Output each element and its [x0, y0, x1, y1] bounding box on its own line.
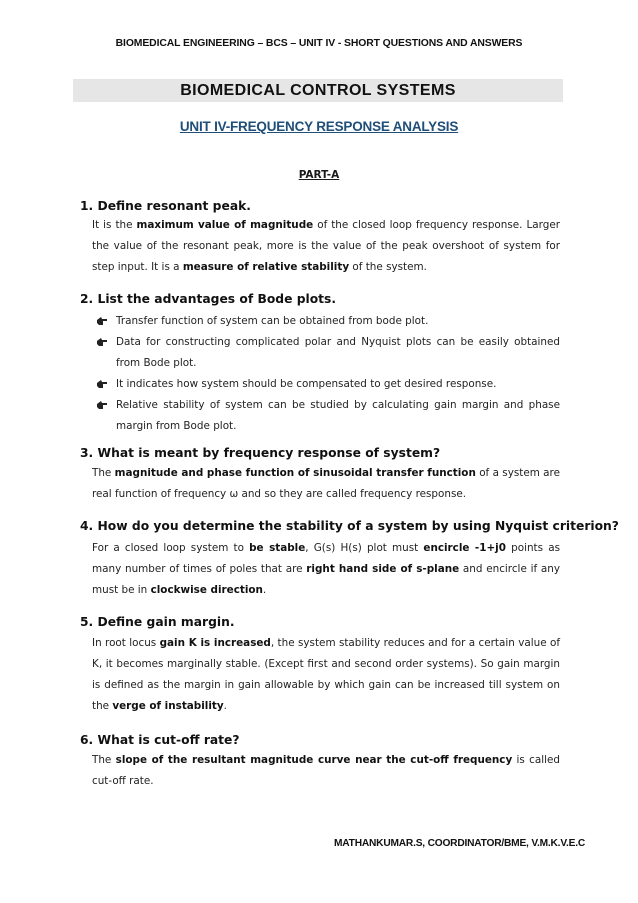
pointing-hand-icon [96, 400, 108, 411]
page-footer: MATHANKUMAR.S, COORDINATOR/BME, V.M.K.V.E.C [333, 838, 585, 849]
answer-4: For a closed loop system to be stable, G(s) H(s) plot must encircle -1+j0 points as many number of times of poles that are right hand side of s-plane and encircle if any must be in clockwise direction. [92, 542, 560, 596]
answer-3: The magnitude and phase function of sinusoidal transfer function of a system are real function of frequency ω and so they are called frequency response. [92, 467, 560, 500]
question-1: 1. Define resonant peak. [80, 199, 251, 213]
answer-6: The slope of the resultant magnitude curve near the cut-off frequency is called cut-off rate. [92, 754, 560, 787]
unit-title: UNIT IV-FREQUENCY RESPONSE ANALYSIS [179, 119, 459, 134]
part-heading: PART-A [298, 169, 340, 181]
answer-5: In root locus gain K is increased, the system stability reduces and for a certain value of K, it becomes marginally stable. (Except first and second order systems). So gain margin is defined as the margin in gain allowable by which gain can be increased till system on the verge of instability. [92, 637, 560, 712]
list-item: Data for constructing complicated polar and Nyquist plots can be easily obtained from Bode plot. [96, 332, 560, 374]
question-5: 5. Define gain margin. [80, 615, 235, 629]
question-4: 4. How do you determine the stability of a system by using Nyquist criterion? [80, 519, 619, 533]
advantages-list [96, 311, 560, 437]
pointing-hand-icon [96, 316, 108, 327]
page-header: BIOMEDICAL ENGINEERING – BCS – UNIT IV - SHORT QUESTIONS AND ANSWERS [115, 38, 523, 49]
list-item: It indicates how system should be compensated to get desired response. [96, 374, 560, 395]
question-3: 3. What is meant by frequency response of system? [80, 446, 441, 460]
question-2: 2. List the advantages of Bode plots. [80, 292, 337, 306]
question-6: 6. What is cut-off rate? [80, 733, 240, 747]
pointing-hand-icon [96, 337, 108, 348]
pointing-hand-icon [96, 379, 108, 390]
list-item: Relative stability of system can be studied by calculating gain margin and phase margin from Bode plot. [96, 395, 560, 437]
answer-1: It is the maximum value of magnitude of the closed loop frequency response. Larger the value of the resonant peak, more is the value of the peak overshoot of system for step input. It is a measure of relative stability of the system. [92, 219, 561, 273]
document-title: BIOMEDICAL CONTROL SYSTEMS [73, 79, 563, 102]
list-item: Transfer function of system can be obtained from bode plot. [96, 311, 560, 332]
